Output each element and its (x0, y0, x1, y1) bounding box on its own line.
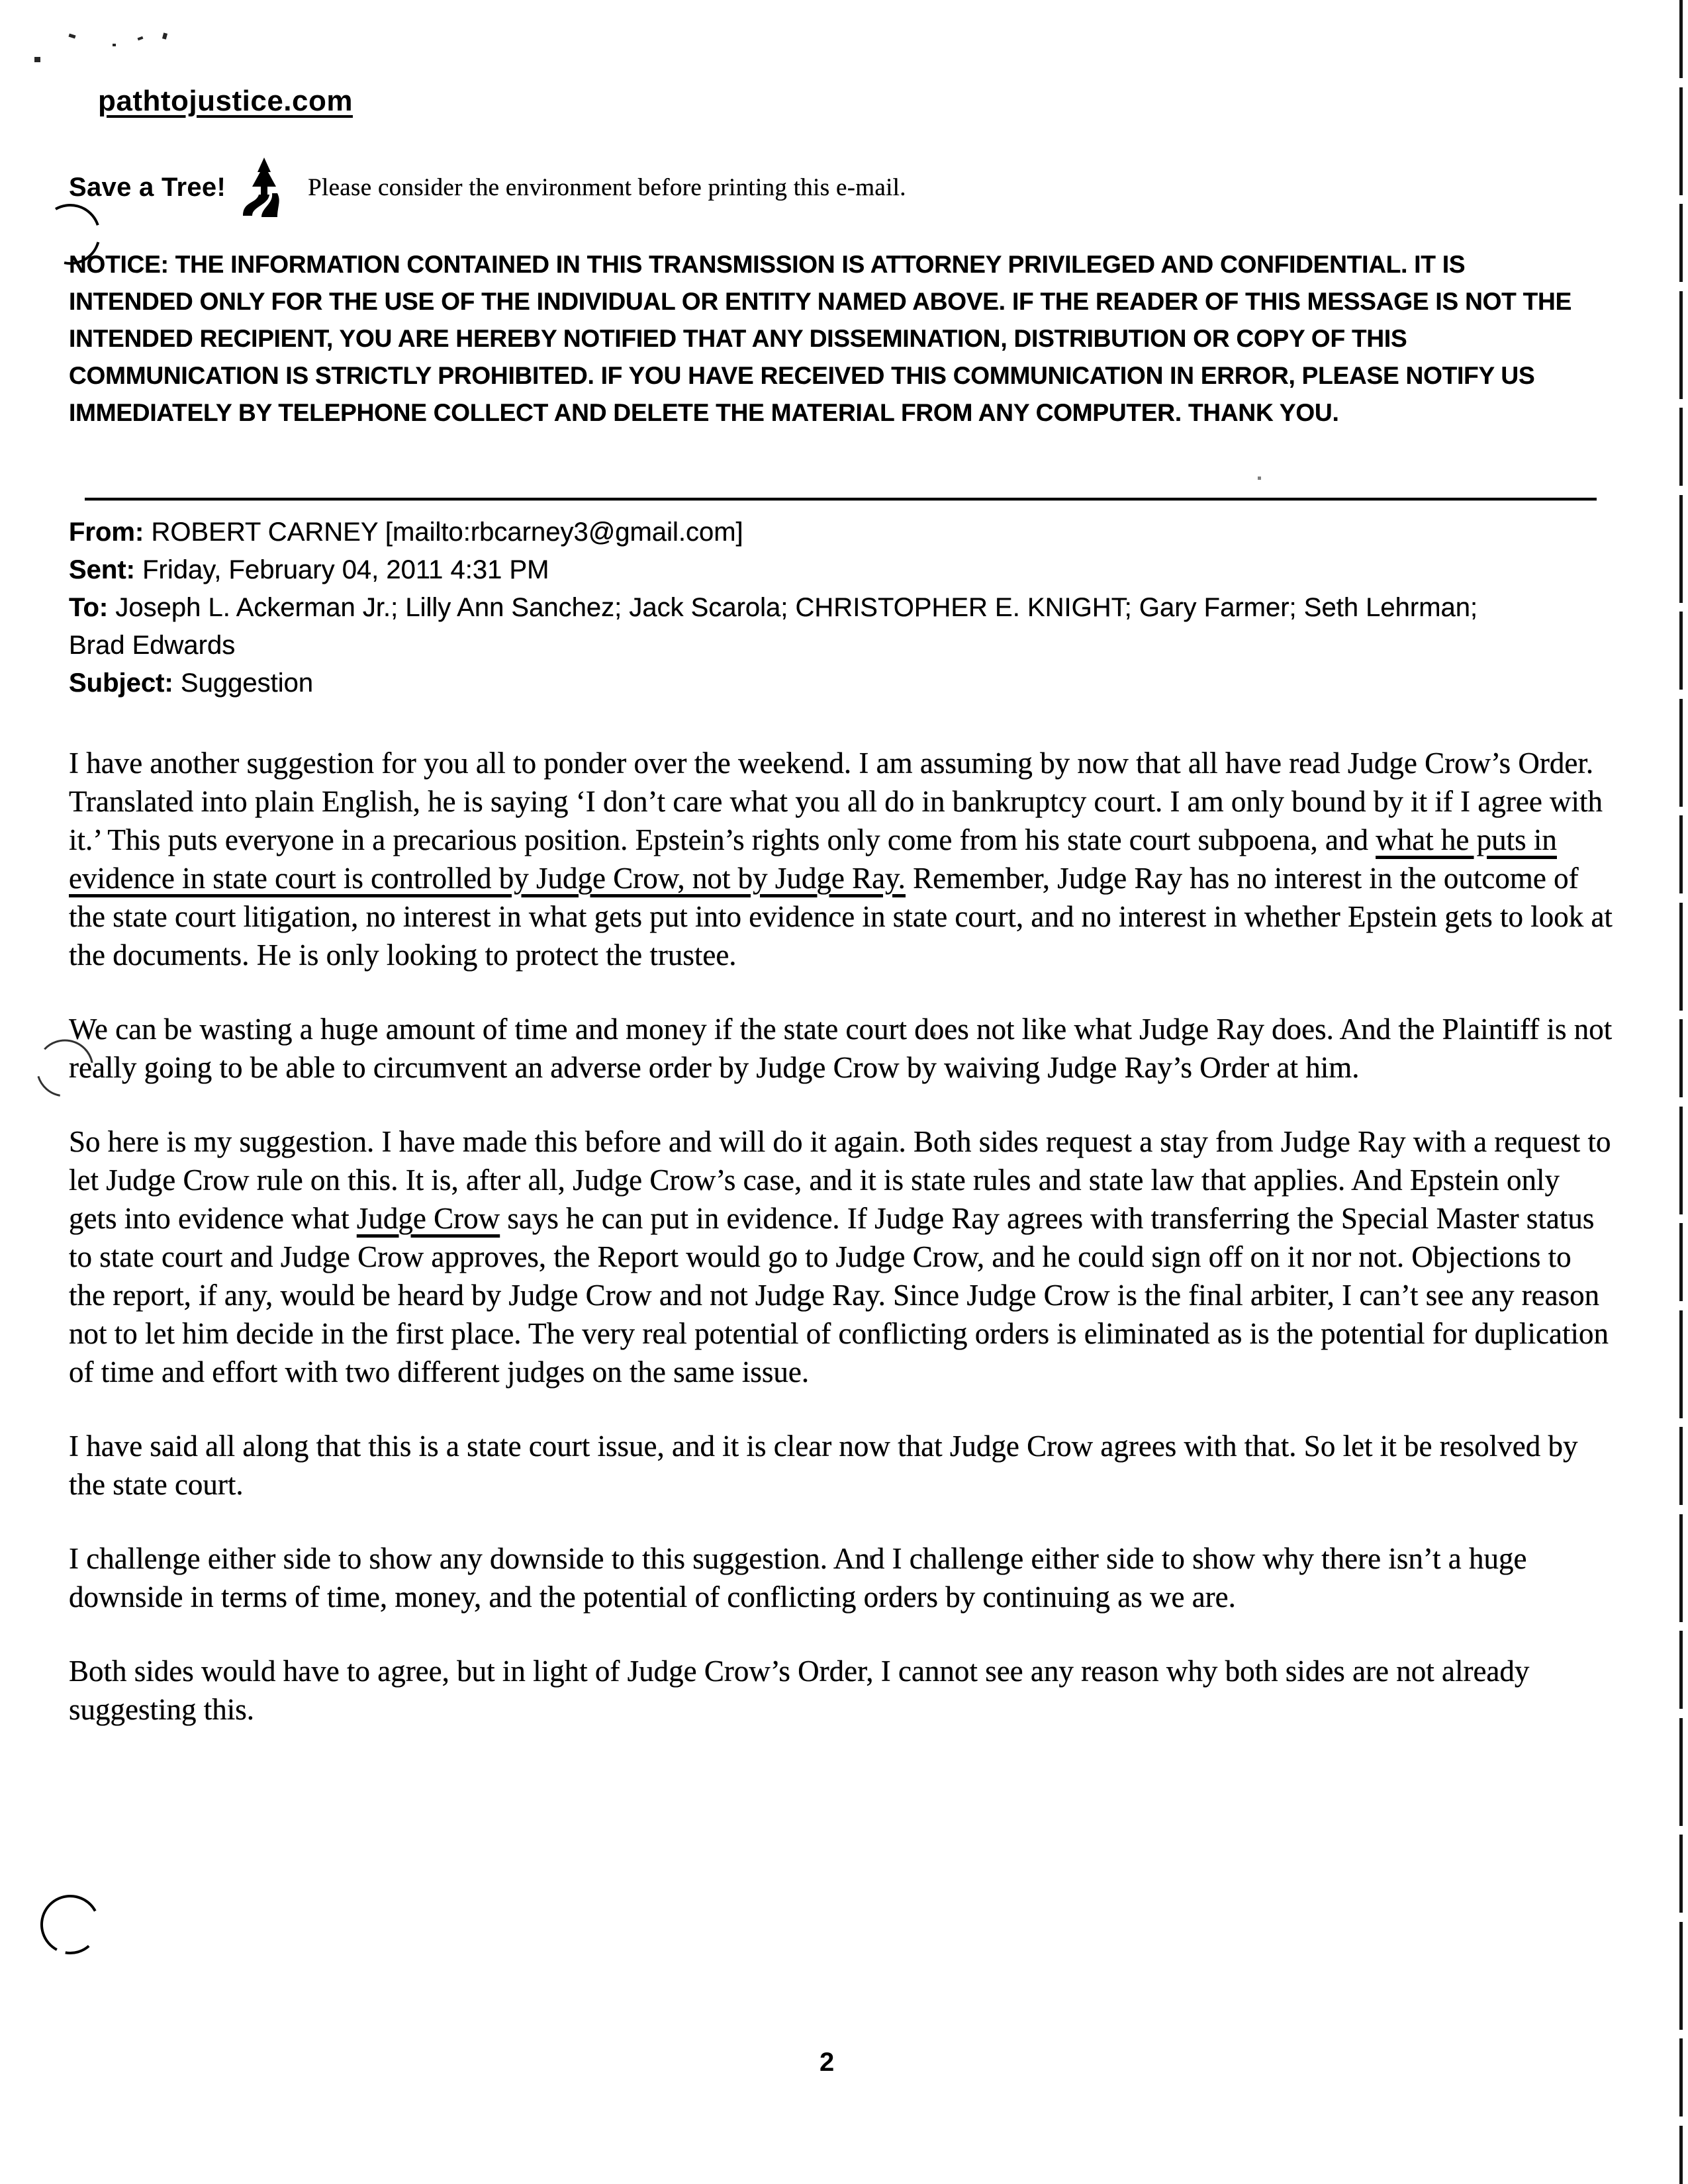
subject-value: Suggestion (180, 668, 314, 698)
scan-speck (1258, 477, 1261, 480)
body-paragraph-6: Both sides would have to agree, but in light of Judge Crow’s Order, I cannot see any reason why both sides are not already suggesting this. (69, 1655, 1530, 1726)
body-paragraph-2: We can be wasting a huge amount of time and money if the state court does not like what Judge Ray does. And the Plaintiff is not really going to be able to circumvent an adverse order by Judge Crow by waiving Judge Ray’s Order at him. (69, 1013, 1613, 1084)
paragraph-text: Remember, Judge Ray has no interest in the outcome of the state court litigation, no interest in what gets put into evidence in state court, and no interest in whether Epstein gets to look at the documents. He is only looking to protect the trustee. (69, 862, 1613, 972)
scan-speck (68, 34, 75, 39)
scan-speck (34, 57, 40, 62)
body-paragraph-5: I challenge either side to show any downside to this suggestion. And I challenge either side to show why there isn’t a huge downside in terms of time, money, and the potential of conflicting orders by continuing as we are. (69, 1542, 1527, 1614)
save-a-tree-banner (69, 158, 906, 217)
scan-speck (138, 36, 144, 40)
email-subject-line (69, 664, 1505, 702)
email-body (69, 744, 1614, 1764)
confidentiality-notice: NOTICE: THE INFORMATION CONTAINED IN THIS TRANSMISSION IS ATTORNEY PRIVILEGED AND CONFIDENTIAL. IT IS INTENDED ONLY FOR THE USE OF THE INDIVIDUAL OR ENTITY NAMED ABOVE. IF THE READER OF THIS MESSAGE IS NOT THE INTENDED RECIPIENT, YOU ARE HEREBY NOTIFIED THAT ANY DISSEMINATION, DISTRIBUTION OR COPY OF THIS COMMUNICATION IS STRICTLY PROHIBITED. IF YOU HAVE RECEIVED THIS COMMUNICATION IN ERROR, PLEASE NOTIFY US IMMEDIATELY BY TELEPHONE COLLECT AND DELETE THE MATERIAL FROM ANY COMPUTER. THANK YOU. (69, 251, 1572, 426)
email-sent-line (69, 551, 1505, 589)
to-label: To: (69, 593, 109, 622)
underlined-text: what he puts in evidence in state court is controlled by Judge Crow, not by Judge Ray. (69, 823, 1557, 895)
from-label: From: (69, 518, 144, 547)
scan-edge-line (1679, 0, 1683, 2184)
sent-label: Sent: (69, 555, 135, 584)
save-a-tree-message: Please consider the environment before printing this e-mail. (308, 173, 906, 201)
email-header (69, 514, 1505, 702)
paragraph-text: says he can put in evidence. If Judge Ray agrees with transferring the Special Master status to state court and Judge Crow approves, the Report would go to Judge Crow, and he could sign off on it nor not. Objections to the report, if any, would be heard by Judge Crow and not Judge Ray. Since Judge Crow is the final arbiter, I can’t see any reason not to let him decide in the first place. The very real potential of conflicting orders is eliminated as is the potential for duplication of time and effort with two different judges on the same issue. (69, 1202, 1609, 1388)
to-value: Joseph L. Ackerman Jr.; Lilly Ann Sanchez; Jack Scarola; CHRISTOPHER E. KNIGHT; Gary Farmer; Seth Lehrman; Brad Edwards (69, 593, 1478, 660)
sent-value: Friday, February 04, 2011 4:31 PM (142, 555, 549, 584)
body-paragraph-3 (69, 1122, 1614, 1391)
email-from-line (69, 514, 1505, 551)
paragraph-text: I have another suggestion for you all to ponder over the weekend. I am assuming by now that all have read Judge Crow’s Order. Translated into plain English, he is saying ‘I don’t care what you all do in bankruptcy court. I am only bound by it if I agree with it.’ This puts everyone in a precarious position. Epstein’s rights only come from his state court subpoena, and (69, 747, 1603, 856)
email-to-line (69, 589, 1505, 664)
save-a-tree-label: Save a Tree! (69, 172, 226, 202)
website-link: pathtojustice.com (98, 85, 353, 117)
from-value: ROBERT CARNEY [mailto:rbcarney3@gmail.com] (151, 518, 743, 547)
body-paragraph-4: I have said all along that this is a state court issue, and it is clear now that Judge Crow agrees with that. So let it be resolved by the state court. (69, 1430, 1578, 1501)
body-paragraph-1 (69, 744, 1614, 974)
paragraph-text: So here is my suggestion. I have made this before and will do it again. Both sides request a stay from Judge Ray with a request to let Judge Crow rule on this. It is, after all, Judge Crow’s case, and it is state rules and state law that applies. And Epstein only gets into evidence what (69, 1125, 1611, 1235)
subject-label: Subject: (69, 668, 173, 698)
hole-punch-mark-bottom (33, 1890, 107, 1962)
header-divider (85, 498, 1597, 500)
page-number: 2 (820, 2048, 835, 2077)
scan-speck (113, 44, 116, 46)
tree-icon (239, 158, 289, 217)
underlined-text: Judge Crow (356, 1202, 500, 1235)
scan-speck (162, 32, 167, 39)
